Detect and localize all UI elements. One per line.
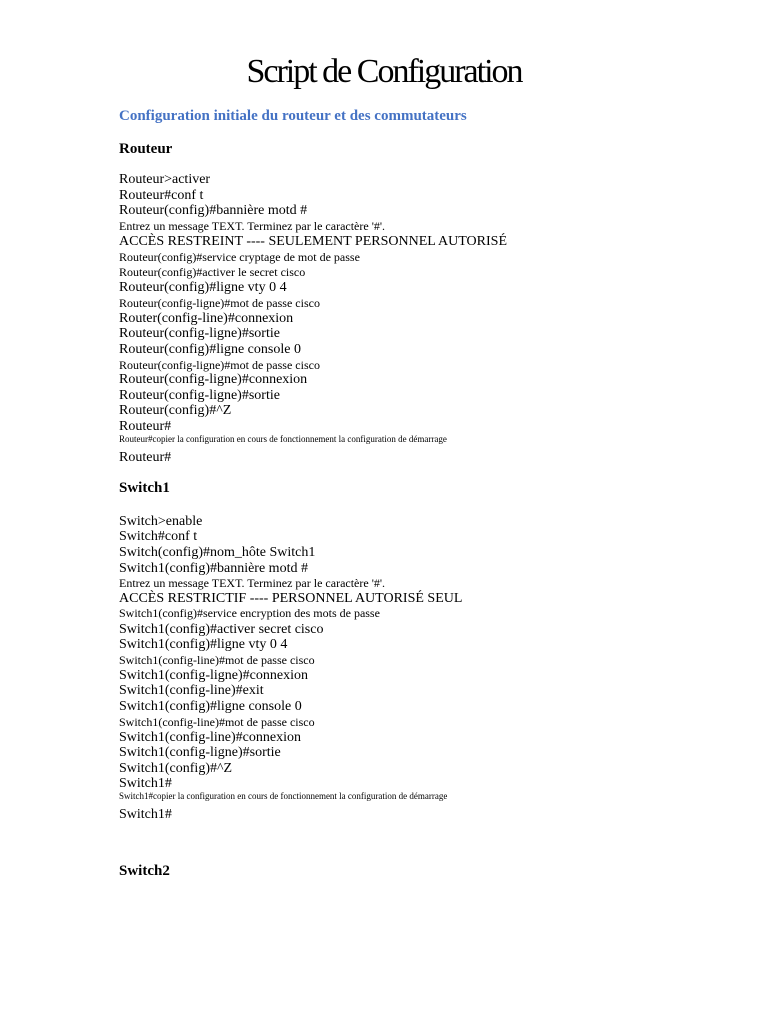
config-line: Routeur(config)#activer le secret cisco <box>119 265 306 279</box>
config-line: Switch1(config)#bannière motd # <box>119 561 308 576</box>
config-line: Routeur(config)#bannière motd # <box>119 203 308 218</box>
config-line: Switch1(config-line)#exit <box>119 683 264 698</box>
config-line: Switch1(config-ligne)#sortie <box>119 745 281 760</box>
config-line: Switch1(config-line)#connexion <box>119 730 301 745</box>
config-line: ACCÈS RESTREINT ---- SEULEMENT PERSONNEL AUTORISÉ <box>119 234 507 249</box>
config-line: Routeur(config-ligne)#mot de passe cisco <box>119 358 320 372</box>
config-line: Routeur(config-ligne)#sortie <box>119 326 280 341</box>
config-line: Routeur# <box>119 450 172 465</box>
config-line: Router(config-line)#connexion <box>119 311 294 326</box>
document-subtitle: Configuration initiale du routeur et des commutateurs <box>119 108 467 124</box>
config-line: Switch1(config)#service encryption des mots de passe <box>119 606 380 620</box>
config-line: Routeur(config-ligne)#mot de passe cisco <box>119 296 320 310</box>
config-line: Switch1# <box>119 776 172 791</box>
config-line: Switch1(config-line)#mot de passe cisco <box>119 653 315 667</box>
config-line: Routeur(config)#ligne vty 0 4 <box>119 280 287 295</box>
config-line: Switch1(config)#ligne vty 0 4 <box>119 637 288 652</box>
config-line: Routeur(config-ligne)#sortie <box>119 388 280 403</box>
config-line: Switch1#copier la configuration en cours de fonctionnement la configuration de démarrage <box>119 791 448 801</box>
document-title: Script de Configuration <box>246 53 522 90</box>
config-line: Routeur# <box>119 419 172 434</box>
section-heading-routeur: Routeur <box>119 141 173 157</box>
config-line: Switch1(config)#activer secret cisco <box>119 622 324 637</box>
config-line: Switch1(config-line)#mot de passe cisco <box>119 715 315 729</box>
config-line: Switch1(config)#ligne console 0 <box>119 699 302 714</box>
section-heading-switch2: Switch2 <box>119 863 170 879</box>
config-line: Routeur>activer <box>119 172 211 187</box>
config-line: Routeur(config)#service cryptage de mot de passe <box>119 250 360 264</box>
config-line: Switch1(config-ligne)#connexion <box>119 668 308 683</box>
config-line: Routeur(config)#^Z <box>119 403 232 418</box>
config-line: Switch(config)#nom_hôte Switch1 <box>119 545 316 560</box>
config-line: Routeur(config)#ligne console 0 <box>119 342 301 357</box>
config-line: Routeur(config-ligne)#connexion <box>119 372 308 387</box>
config-line: Routeur#conf t <box>119 188 204 203</box>
config-line: Switch1# <box>119 807 172 822</box>
config-line: Entrez un message TEXT. Terminez par le caractère '#'. <box>119 576 386 590</box>
config-line: Switch#conf t <box>119 529 198 544</box>
config-line: Switch1(config)#^Z <box>119 761 233 776</box>
config-line: Routeur#copier la configuration en cours de fonctionnement la configuration de démarrage <box>119 434 447 444</box>
config-line: ACCÈS RESTRICTIF ---- PERSONNEL AUTORISÉ SEUL <box>119 591 463 606</box>
config-line: Entrez un message TEXT. Terminez par le caractère '#'. <box>119 219 386 233</box>
config-line: Switch>enable <box>119 514 203 529</box>
section-heading-switch1: Switch1 <box>119 480 170 496</box>
